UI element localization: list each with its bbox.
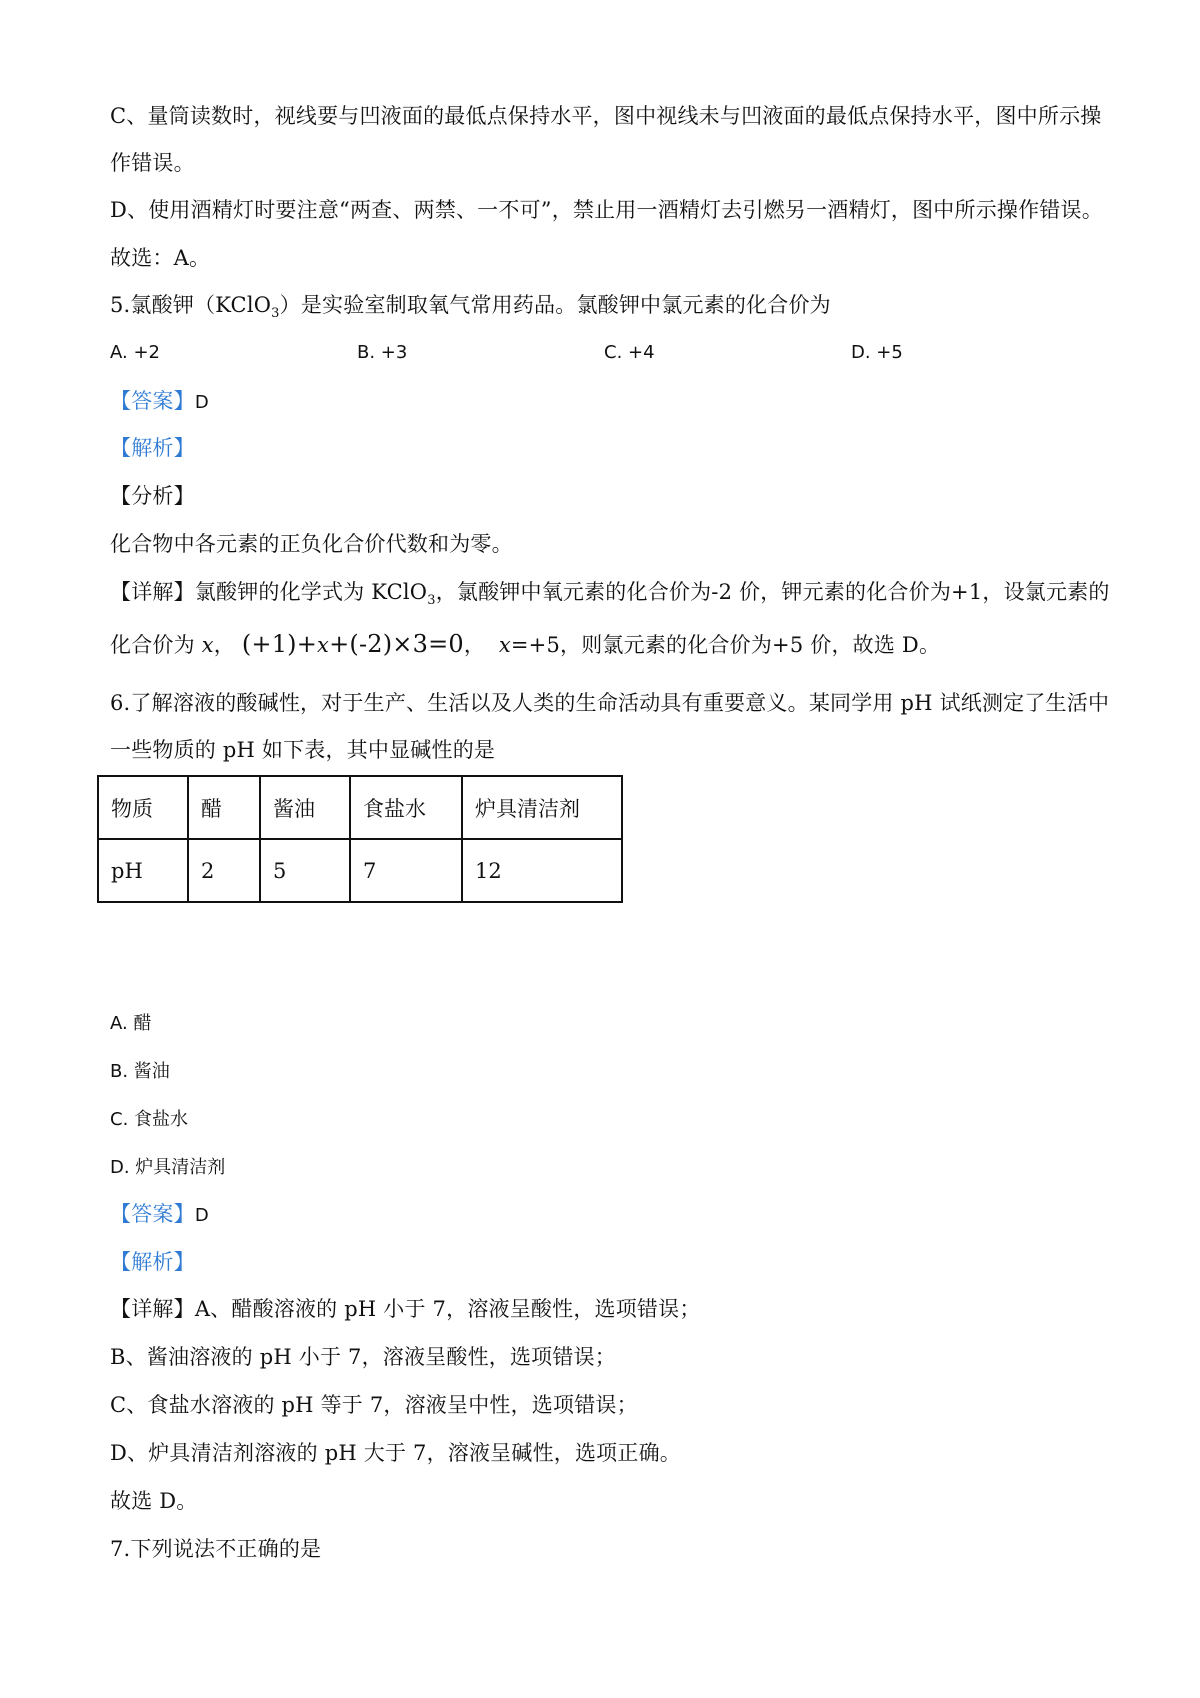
table-cell: 炉具清洁剂: [462, 776, 622, 839]
q6-answer: [110, 1200, 209, 1230]
q5-answer: [110, 387, 209, 417]
q6-option-a: [110, 1008, 151, 1038]
q5-formula-a: (+1)+: [241, 630, 318, 658]
q5-detail-line2: 化合价为 x， (+1)+x+(-2)×3=0， x=+5，则氯元素的化合价为+5 价，故选 D。: [110, 630, 941, 658]
q5-detail-subscript: 3: [427, 593, 436, 609]
q6-option-d: [110, 1152, 225, 1182]
q4-explanation-d: D、使用酒精灯时要注意“两查、两禁、一不可”，禁止用一酒精灯去引燃另一酒精灯，图中所示操作错误。: [110, 198, 1103, 222]
q5-detail-pre: 氯酸钾的化学式为 KClO: [194, 580, 428, 604]
q5-formula-c: =+5: [510, 633, 561, 657]
q6-option-c-text: C. 食盐水: [110, 1109, 189, 1130]
q5-option-a: A. +2: [110, 342, 160, 363]
q6-detail-a-text: A、醋酸溶液的 pH 小于 7，溶液呈酸性，选项错误；: [194, 1297, 701, 1321]
q7-stem: 7.下列说法不正确的是: [110, 1537, 322, 1561]
q6-option-b-text: B. 酱油: [110, 1061, 170, 1082]
q6-option-a-text: A. 醋: [110, 1013, 152, 1034]
q4-choice: 故选：A。: [110, 246, 211, 270]
q6-option-c: [110, 1104, 188, 1134]
table-cell: 5: [260, 839, 350, 902]
q6-detail-a: [110, 1295, 701, 1323]
q5-option-c: C. +4: [604, 342, 655, 363]
ph-table: [97, 775, 623, 903]
q6-stem-line2: 一些物质的 pH 如下表，其中显碱性的是: [110, 738, 496, 762]
q6-choice: 故选 D。: [110, 1489, 198, 1513]
q6-option-b: [110, 1056, 170, 1086]
q5-option-b: B. +3: [357, 342, 408, 363]
table-cell: 物质: [98, 776, 188, 839]
q6-detail-tag: 【详解】: [110, 1297, 195, 1321]
q5-detail-tag: 【详解】: [110, 580, 195, 604]
q5-detail-line2-post: ，则氯元素的化合价为+5 价，故选 D。: [560, 633, 941, 657]
q5-stem-subscript: 3: [271, 306, 280, 322]
q6-stem-line1: 6.了解溶液的酸碱性，对于生产、生活以及人类的生命活动具有重要意义。某同学用 pH 试纸测定了生活中: [110, 691, 1110, 715]
table-cell: pH: [98, 839, 188, 902]
q6-answer-tag: 【答案】: [110, 1202, 195, 1226]
q5-stem: [110, 291, 831, 322]
q5-formula-b: +(-2)×3=0: [329, 630, 464, 658]
q5-var-x-1: x: [201, 633, 214, 657]
q6-detail-c: C、食盐水溶液的 pH 等于 7，溶液呈中性，选项错误；: [110, 1393, 638, 1417]
q6-detail-b: B、酱油溶液的 pH 小于 7，溶液呈酸性，选项错误；: [110, 1345, 616, 1369]
q5-option-d: D. +5: [851, 342, 903, 363]
table-row: [98, 839, 622, 902]
q6-option-d-text: D. 炉具清洁剂: [110, 1157, 226, 1178]
q5-fenxi-text: 化合物中各元素的正负化合价代数和为零。: [110, 532, 513, 556]
q5-answer-value: D: [194, 392, 209, 413]
q5-detail-post: ，氯酸钾中氧元素的化合价为-2 价，钾元素的化合价为+1，设氯元素的: [435, 580, 1110, 604]
q4-explanation-c-line2: 作错误。: [110, 151, 195, 175]
table-cell: 7: [350, 839, 462, 902]
q5-answer-tag: 【答案】: [110, 389, 195, 413]
q5-stem-pre: 5.氯酸钾（KClO: [110, 293, 272, 317]
q6-analysis-tag: 【解析】: [110, 1250, 195, 1274]
table-row: [98, 776, 622, 839]
q6-detail-d: D、炉具清洁剂溶液的 pH 大于 7，溶液呈碱性，选项正确。: [110, 1441, 681, 1465]
q5-var-x-3: x: [498, 633, 511, 657]
q5-detail-line1: [110, 578, 1110, 609]
q5-analysis-tag: 【解析】: [110, 436, 195, 460]
table-cell: 2: [188, 839, 260, 902]
q5-fenxi-tag: 【分析】: [110, 484, 195, 508]
table-cell: 12: [462, 839, 622, 902]
q5-detail-line2-pre: 化合价为: [110, 633, 195, 657]
table-cell: 醋: [188, 776, 260, 839]
q4-explanation-c-line1: C、量筒读数时，视线要与凹液面的最低点保持水平，图中视线未与凹液面的最低点保持水平，图中所示操: [110, 104, 1102, 128]
q5-var-x-2: x: [317, 633, 330, 657]
q6-answer-value: D: [194, 1205, 209, 1226]
q5-stem-post: ）是实验室制取氧气常用药品。氯酸钾中氯元素的化合价为: [279, 293, 831, 317]
table-cell: 酱油: [260, 776, 350, 839]
table-cell: 食盐水: [350, 776, 462, 839]
